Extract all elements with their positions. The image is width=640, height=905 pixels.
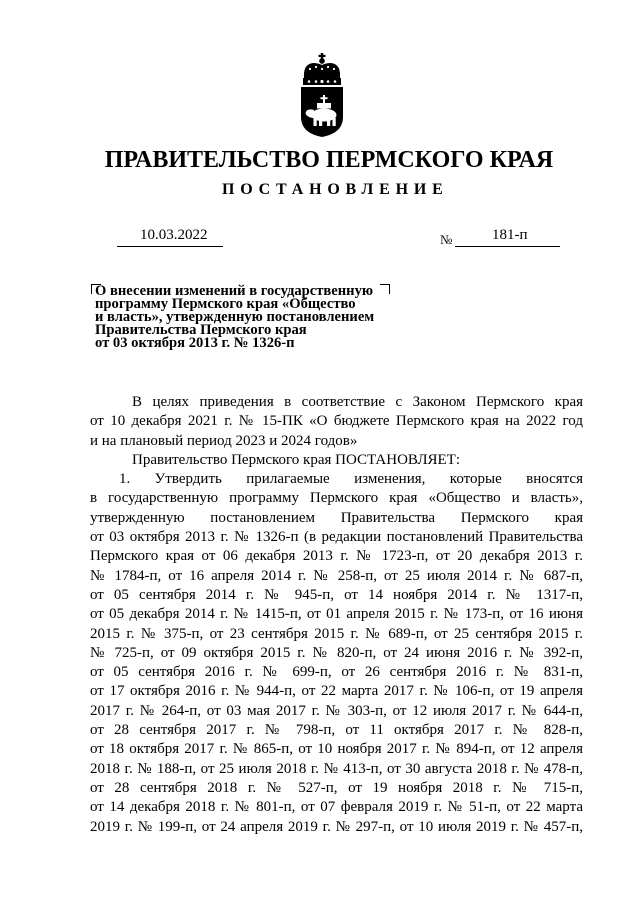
document-number: 181-п [492, 227, 528, 243]
paragraph-resolves [90, 451, 583, 470]
body-line: от 03 октября 2013 г. № 1326-п (в редакции постановлений Правительства [90, 529, 583, 546]
title-line: от 03 октября 2013 г. № 1326-п [95, 335, 295, 352]
title-line: Правительства Пермского края [95, 322, 307, 339]
body-line: от 14 декабря 2018 г. № 801-п, от 07 февраля 2019 г. № 51-п, от 22 марта [90, 799, 583, 816]
body-line: в государственную программу Пермского края «Общество и власть», [90, 490, 583, 507]
body-line: № 725-п, от 09 октября 2015 г. № 820-п, от 24 июня 2016 г. № 392-п, [90, 644, 583, 661]
body-line: от 18 октября 2017 г. № 865-п, от 10 ноября 2017 г. № 894-п, от 12 апреля [90, 741, 583, 758]
title-line: и власть», утвержденную постановлением [95, 309, 375, 326]
body-line: № 1784-п, от 16 апреля 2014 г. № 258-п, от 25 июля 2014 г. № 687-п, [90, 567, 583, 584]
document-subject-title [95, 285, 374, 350]
document-body [90, 393, 583, 837]
title-line: О внесении изменений в государственную [95, 283, 374, 299]
paragraph-preamble [90, 393, 583, 451]
body-line: от 05 сентября 2016 г. № 699-п, от 26 сентября 2016 г. № 831-п, [90, 664, 583, 681]
number-underline [455, 246, 560, 247]
body-line: 2019 г. № 199-п, от 24 апреля 2019 г. № 297-п, от 10 июля 2019 г. № 457-п, [90, 818, 583, 835]
number-sign: № [440, 232, 453, 247]
body-line: от 05 декабря 2014 г. № 1415-п, от 01 апреля 2015 г. № 173-п, от 16 июня [90, 606, 583, 623]
date-underline [117, 246, 223, 247]
perm-krai-coat-of-arms-icon [298, 53, 346, 137]
body-line: от 28 сентября 2017 г. № 798-п, от 11 октября 2017 г. № 828-п, [90, 722, 583, 739]
government-title: ПРАВИТЕЛЬСТВО ПЕРМСКОГО КРАЯ [104, 147, 554, 173]
body-line: от 05 сентября 2014 г. № 945-п, от 14 ноября 2014 г. № 1317-п, [90, 586, 583, 603]
title-corner-mark-right [380, 284, 390, 294]
body-line: от 28 сентября 2018 г. № 527-п, от 19 ноября 2018 г. № 715-п, [90, 779, 583, 796]
body-line: от 17 октября 2016 г. № 944-п, от 22 марта 2017 г. № 106-п, от 19 апреля [90, 683, 583, 700]
body-line: Пермского края от 06 декабря 2013 г. № 1723-п, от 20 декабря 2013 г. [90, 548, 583, 565]
body-line: 2018 г. № 188-п, от 25 июля 2018 г. № 413-п, от 30 августа 2018 г. № 478-п, [90, 760, 583, 777]
body-line: В целях приведения в соответствие с Законом Пермского края [132, 394, 583, 410]
body-line: и на плановый период 2023 и 2024 годов» [90, 432, 358, 449]
body-line: 1. Утвердить прилагаемые изменения, которые вносятся [119, 471, 583, 488]
document-date: 10.03.2022 [140, 227, 208, 243]
body-line: 2017 г. № 264-п, от 03 мая 2017 г. № 303-п, от 12 июля 2017 г. № 644-п, [90, 702, 583, 719]
paragraph-item-1 [90, 470, 583, 837]
title-line: программу Пермского края «Общество [95, 296, 356, 313]
body-line: 2015 г. № 375-п, от 23 сентября 2015 г. № 689-п, от 25 сентября 2015 г. [90, 625, 583, 642]
body-line: утвержденную постановлением Правительства Пермского края [90, 509, 583, 526]
body-line: Правительство Пермского края ПОСТАНОВЛЯЕТ: [132, 451, 461, 468]
document-type-heading: ПОСТАНОВЛЕНИЕ [222, 181, 449, 198]
body-line: от 10 декабря 2021 г. № 15-ПК «О бюджете Пермского края на 2022 год [90, 413, 583, 430]
